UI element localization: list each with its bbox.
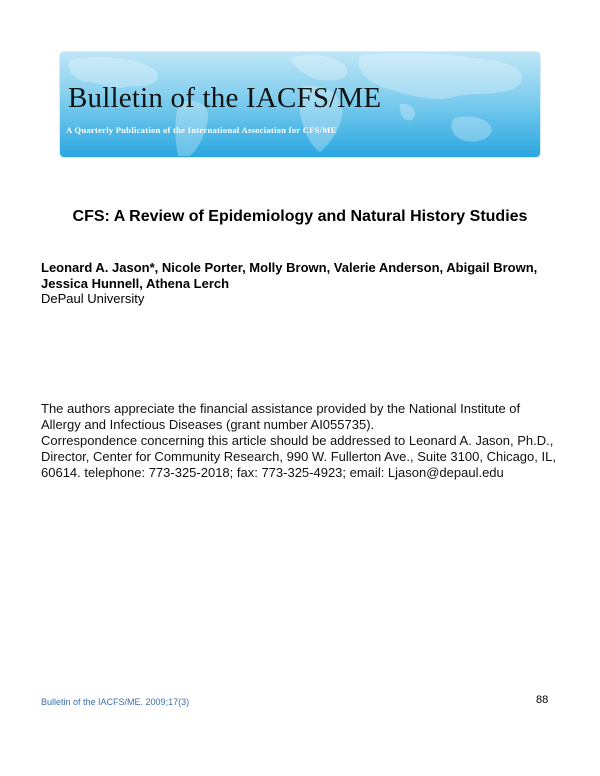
author-notes bbox=[41, 401, 561, 481]
author-affiliation: DePaul University bbox=[41, 291, 145, 306]
footer-citation: Bulletin of the IACFS/ME. 2009;17(3) bbox=[41, 697, 190, 707]
journal-title: Bulletin of the IACFS/ME bbox=[68, 82, 382, 114]
journal-banner bbox=[60, 52, 540, 157]
article-title: CFS: A Review of Epidemiology and Natural History Studies bbox=[72, 208, 528, 225]
journal-subtitle: A Quarterly Publication of the International Association for CFS/ME bbox=[66, 125, 337, 135]
correspondence-text: Correspondence concerning this article should be addressed to Leonard A. Jason, Ph.D., Director, Center for Community Research, 990 W. Fullerton Ave., Suite 3100, Chicago, IL, 60614. telephone: 773-325-2018; fax: 773-325-4923; email: Ljason@depaul.edu bbox=[41, 433, 556, 480]
author-list: Leonard A. Jason*, Nicole Porter, Molly Brown, Valerie Anderson, Abigail Brown, Jessica Hunnell, Athena Lerch bbox=[41, 260, 538, 291]
acknowledgement-text: The authors appreciate the financial assistance provided by the National Institute of Allergy and Infectious Diseases (grant number AI055735). bbox=[41, 401, 521, 432]
page-number: 88 bbox=[536, 694, 549, 706]
